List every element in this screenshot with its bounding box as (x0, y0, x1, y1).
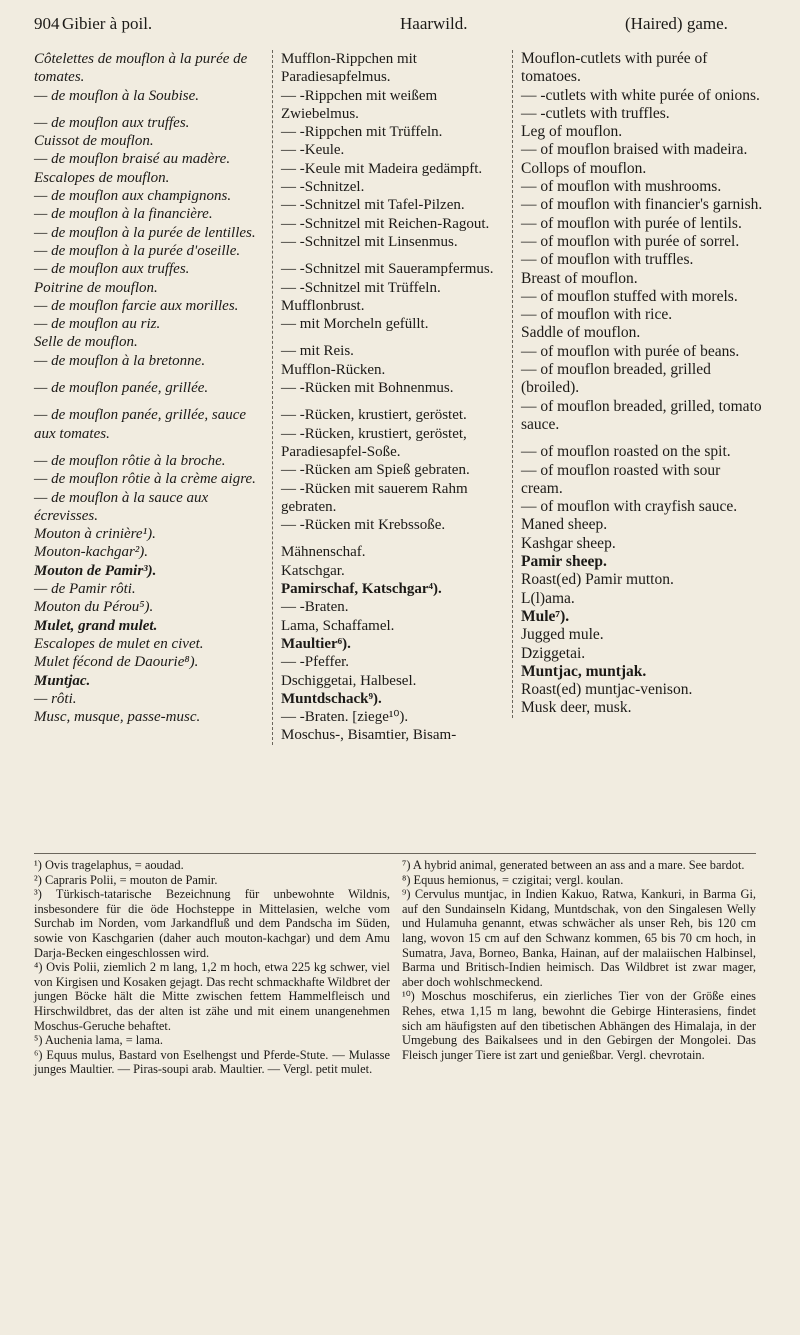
spacer (281, 534, 507, 543)
english-entry: Roast(ed) muntjac-venison. (521, 681, 693, 699)
french-entry: — de mouflon à la Soubise. (34, 87, 199, 104)
footnote: ³) Türkisch-tatarische Bezeichnung für unbewohnte Wildnis, insbesondere für die öde Hochsteppe in Mittelasien, welche vom Surchab im Norden, vom Jarkandfluß und dem Pandscha im Süden, sowie von Kaschgarien (daher auch mouton-kachgar) und dem Amu Darja-Becken eingeschlossen wird. (34, 887, 390, 960)
spacer (34, 443, 266, 452)
footnote: ⁷) A hybrid animal, generated between an ass and a mare. See bardot. (402, 858, 745, 872)
german-entry: — -Schnitzel mit Linsenmus. (281, 233, 458, 250)
footnotes-right (402, 858, 756, 1062)
german-entry: — -Rücken mit Bohnenmus. (281, 380, 454, 397)
german-entry: — -Braten. [ziege¹⁰). (281, 709, 409, 726)
german-entry: — -Rücken, krustiert, geröstet, Paradiesapfel-Soße. (281, 425, 467, 460)
german-entry: — -Schnitzel mit Trüffeln. (281, 279, 441, 296)
page-header (0, 14, 800, 40)
german-entry: Moschus-, Bisamtier, Bisam- (281, 727, 457, 744)
english-column (512, 50, 765, 718)
german-entry: Mufflonbrust. (281, 297, 365, 314)
english-entry: — of mouflon with truffles. (521, 251, 694, 269)
header-center-title: Haarwild. (400, 14, 468, 33)
english-entry: L(l)ama. (521, 589, 575, 607)
french-entry: — de mouflon à la bretonne. (34, 352, 206, 369)
french-entry: Mouton du Pérou⁵). (34, 599, 154, 616)
french-entry: — de mouflon farcie aux morilles. (34, 297, 239, 314)
german-entry: Katschgar. (281, 562, 345, 579)
english-entry: — of mouflon roasted on the spit. (521, 443, 731, 461)
english-entry: Maned sheep. (521, 516, 608, 534)
german-entry: — -Rücken am Spieß gebraten. (281, 462, 470, 479)
english-entry: — of mouflon with crayfish sauce. (521, 498, 738, 516)
english-entry: Collops of mouflon. (521, 159, 647, 177)
footnotes-left (34, 858, 390, 1077)
header-right-title: (Haired) game. (625, 14, 728, 33)
french-entry: Escalopes de mulet en civet. (34, 635, 204, 652)
french-entry: — de Pamir rôti. (34, 581, 136, 598)
german-entry: Pamirschaf, Katschgar⁴). (281, 581, 442, 598)
german-entry: — -Rücken, krustiert, geröstet. (281, 407, 467, 424)
spacer (34, 397, 266, 406)
french-entry: — de mouflon braisé au madère. (34, 151, 231, 168)
spacer (281, 397, 507, 406)
french-entry: Muntjac. (34, 672, 91, 689)
english-entry: Pamir sheep. (521, 553, 607, 571)
french-entry: Mouton-kachgar²). (34, 544, 149, 561)
french-entry: — de mouflon au riz. (34, 316, 161, 333)
footnote: ⁸) Equus hemionus, = czigitai; vergl. koulan. (402, 872, 624, 887)
footnote: ¹) Ovis tragelaphus, = aoudad. (34, 858, 184, 872)
french-entry: Mulet, grand mulet. (34, 617, 158, 634)
german-entry: — -Rücken mit sauerem Rahm gebraten. (281, 480, 468, 515)
german-entry: — mit Reis. (281, 343, 354, 360)
english-entry: — -cutlets with white purée of onions. (521, 86, 760, 104)
german-column (272, 50, 507, 745)
spacer (521, 434, 765, 443)
german-entry: — -Schnitzel mit Sauerampfermus. (281, 261, 494, 278)
french-entry: Escalopes de mouflon. (34, 169, 170, 186)
spacer (281, 251, 507, 260)
english-entry: Musk deer, musk. (521, 699, 632, 717)
english-entry: — of mouflon with financier's garnish. (521, 196, 763, 214)
german-entry: — -Schnitzel mit Reichen-Ragout. (281, 215, 490, 232)
french-entry: — rôti. (34, 690, 77, 707)
footnote: ⁴) Ovis Polii, ziemlich 2 m lang, 1,2 m hoch, etwa 225 kg schwer, viel von Kirgisen und Kosaken gejagt. Das recht schmackhafte Wildbret der jungen Böcke hält die Mitte zwischen fettem Hammelfleisch und Hirschwildbret, das der alten ist zähe und mit einem unangenehmen Moschus-Geruche behaftet. (34, 960, 390, 1033)
english-entry: Jugged mule. (521, 626, 604, 644)
english-entry: — of mouflon with rice. (521, 306, 673, 324)
french-entry: — de mouflon aux truffes. (34, 261, 190, 278)
german-entry: Mufflon-Rücken. (281, 361, 386, 378)
german-entry: Lama, Schaffamel. (281, 617, 395, 634)
english-entry: Roast(ed) Pamir mutton. (521, 571, 674, 589)
spacer (34, 370, 266, 379)
footnote: ⁶) Equus mulus, Bastard von Eselhengst und Pferde-Stute. — Mulasse junges Maultier. — Piras-soupi arab. Maultier. — Vergl. petit mulet. (34, 1047, 390, 1077)
english-entry: — of mouflon with purée of lentils. (521, 214, 742, 232)
german-entry: — mit Morcheln gefüllt. (281, 316, 429, 333)
english-entry: Breast of mouflon. (521, 269, 638, 287)
spacer (34, 105, 266, 114)
german-entry: — -Schnitzel. (281, 179, 365, 196)
german-entry: — -Braten. (281, 599, 349, 616)
german-entry: — -Keule. (281, 142, 345, 159)
french-entry: — de mouflon rôtie à la broche. (34, 452, 226, 469)
english-entry: — of mouflon roasted with sour cream. (521, 461, 721, 497)
page-number: 904 (34, 14, 60, 33)
english-entry: — of mouflon breaded, grilled (broiled). (521, 361, 711, 397)
english-entry: — of mouflon with purée of beans. (521, 342, 740, 360)
english-entry: — of mouflon stuffed with morels. (521, 287, 738, 305)
german-entry: Muntdschack⁹). (281, 690, 382, 707)
french-entry: — de mouflon panée, grillée. (34, 380, 209, 397)
german-entry: — -Keule mit Madeira gedämpft. (281, 160, 483, 177)
german-entry: — -Rücken mit Krebssoße. (281, 517, 446, 534)
footnote: ¹⁰) Moschus moschiferus, ein zierliches Tier von der Größe eines Rehes, etwa 1,15 m lang, bewohnt die Gebirge Hinterasiens, findet sich am häufigsten auf den tibetischen Abhängen des Himalaja, in der Umgebung des Baikalsees und in den Gebirgen der Mongolei. Das Fleisch junger Tiere ist zart und genießbar. Vergl. chevrotain. (402, 989, 756, 1062)
german-entry: Dschiggetai, Halbesel. (281, 672, 417, 689)
english-entry: Dziggetai. (521, 644, 586, 662)
footnote: ⁵) Auchenia lama, = lama. (34, 1033, 163, 1048)
french-entry: Selle de mouflon. (34, 334, 138, 351)
french-entry: — de mouflon à la sauce aux écrevisses. (34, 489, 209, 524)
german-entry: Mufflon-Rippchen mit Paradiesapfelmus. (281, 51, 417, 86)
french-entry: — de mouflon panée, grillée, sauce aux tomates. (34, 407, 247, 442)
english-entry: — -cutlets with truffles. (521, 104, 670, 122)
french-entry: Cuissot de mouflon. (34, 133, 154, 150)
french-entry: — de mouflon aux truffes. (34, 114, 190, 131)
french-entry: Poitrine de mouflon. (34, 279, 158, 296)
english-entry: Mule⁷). (521, 607, 570, 625)
english-entry: — of mouflon braised with madeira. (521, 141, 748, 159)
english-entry: Leg of mouflon. (521, 123, 623, 141)
footnote-divider (34, 853, 756, 854)
french-entry: Mouton de Pamir³). (34, 562, 157, 579)
german-entry: Maultier⁶). (281, 635, 351, 652)
german-entry: — -Rippchen mit weißem Zwiebelmus. (281, 87, 438, 122)
french-entry: — de mouflon rôtie à la crème aigre. (34, 471, 256, 488)
english-entry: — of mouflon with purée of sorrel. (521, 232, 740, 250)
english-entry: — of mouflon with mushrooms. (521, 178, 722, 196)
german-entry: — -Rippchen mit Trüffeln. (281, 124, 443, 141)
french-entry: — de mouflon à la financière. (34, 206, 213, 223)
english-entry: Saddle of mouflon. (521, 324, 641, 342)
english-entry: Muntjac, muntjak. (521, 662, 647, 680)
french-entry: Côtelettes de mouflon à la purée de tomates. (34, 51, 248, 86)
german-entry: Mähnenschaf. (281, 544, 366, 561)
french-entry: Mulet fécond de Daourie⁸). (34, 654, 199, 671)
french-entry: — de mouflon aux champignons. (34, 188, 232, 205)
french-entry: Musc, musque, passe-musc. (34, 709, 201, 726)
french-entry: Mouton à crinière¹). (34, 526, 156, 543)
french-column (34, 50, 266, 726)
english-entry: — of mouflon breaded, grilled, tomato sauce. (521, 397, 762, 433)
footnote: ²) Capraris Polii, = mouton de Pamir. (34, 872, 218, 887)
english-entry: Kashgar sheep. (521, 534, 616, 552)
german-entry: — -Schnitzel mit Tafel-Pilzen. (281, 197, 465, 214)
french-entry: — de mouflon à la purée de lentilles. (34, 224, 256, 241)
footnote: ⁹) Cervulus muntjac, in Indien Kakuo, Ratwa, Kankuri, in Barma Gi, auf den Sundainseln Kidang, Muntdschak, von den Singalesen Welly und Hulamuha genannt, etwas schwächer als unser Reh, bis 120 cm lang, wovon 15 cm auf den Schwanz kommen, 65 bis 70 cm hoch, in Sumatra, Java, Borneo, Banka, Hainan, auf der malaiischen Halbinsel, Barma und Britisch-Indien heimisch. Das Wildbret ist zwar mager, aber doch wohlschmeckend. (402, 887, 756, 989)
header-left-title: Gibier à poil. (62, 14, 153, 33)
german-entry: — -Pfeffer. (281, 654, 350, 671)
spacer (281, 333, 507, 342)
french-entry: — de mouflon à la purée d'oseille. (34, 242, 241, 259)
english-entry: Mouflon-cutlets with purée of tomatoes. (521, 50, 708, 86)
